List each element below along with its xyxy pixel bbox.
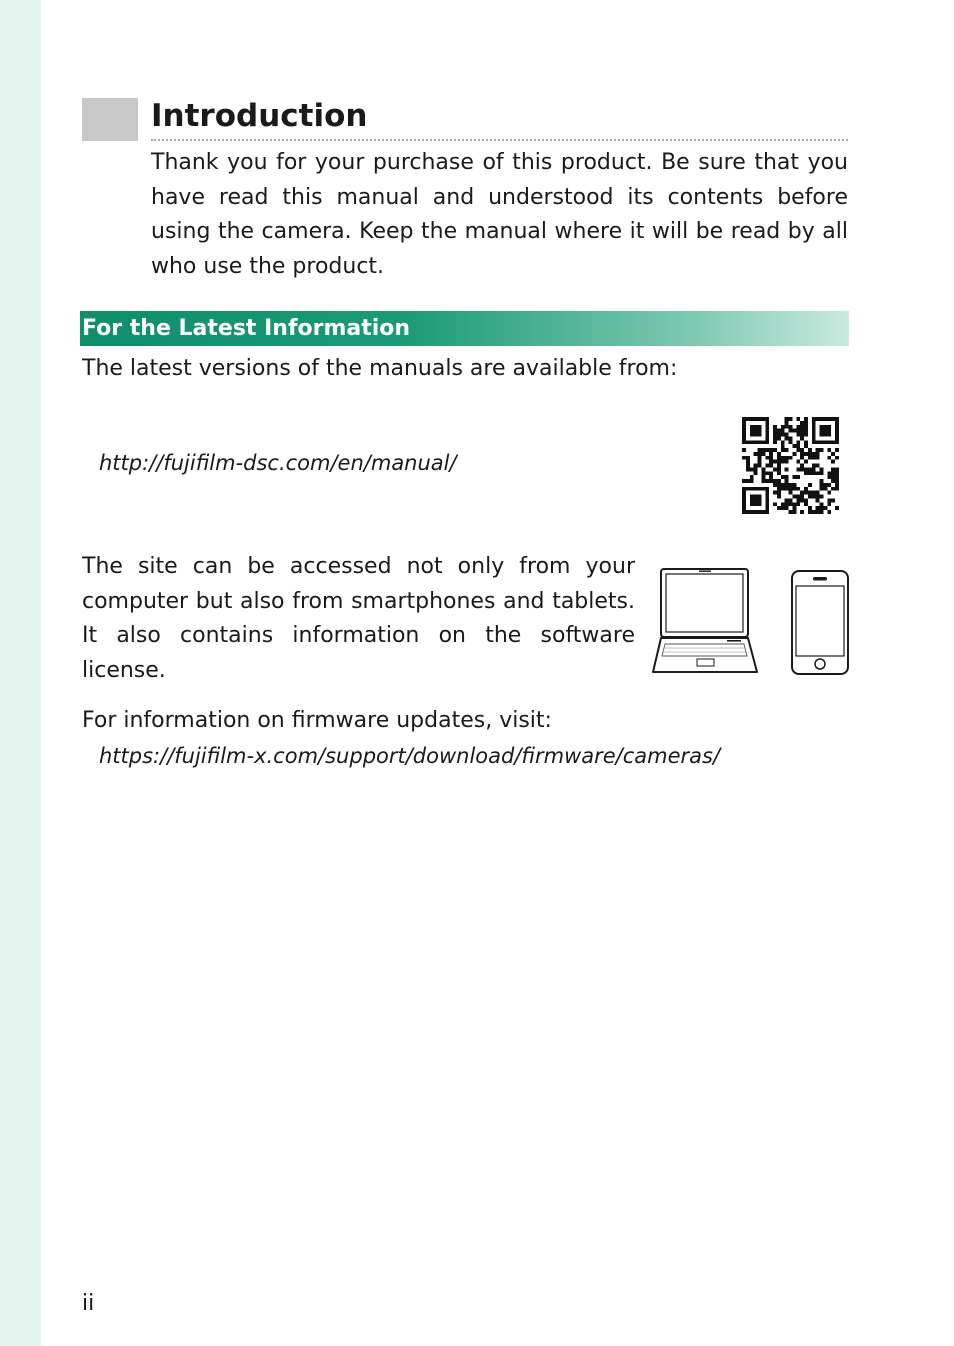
side-strip bbox=[0, 0, 41, 1346]
manuals-lead-text: The latest versions of the manuals are available from: bbox=[82, 356, 678, 381]
smartphone-icon bbox=[789, 568, 851, 676]
intro-paragraph: Thank you for your purchase of this product. Be sure that you have read this manual and understood its contents before using the camera. Keep the manual where it will be read by all who use the product. bbox=[151, 150, 848, 279]
section-title: For the Latest Information bbox=[82, 316, 411, 341]
qr-code-icon bbox=[742, 417, 839, 514]
laptop-icon bbox=[652, 566, 759, 676]
heading-marker-block bbox=[82, 98, 138, 141]
manual-url-link[interactable]: http://fujifilm-dsc.com/en/manual/ bbox=[99, 451, 457, 475]
heading-dotted-rule bbox=[151, 139, 848, 141]
page-title: Introduction bbox=[151, 98, 368, 134]
firmware-lead-text: For information on firmware updates, visit: bbox=[82, 708, 552, 733]
firmware-url-link[interactable]: https://fujifilm-x.com/support/download/firmware/cameras/ bbox=[99, 744, 721, 768]
page-number: ii bbox=[82, 1291, 95, 1316]
site-access-paragraph: The site can be accessed not only from your computer but also from smartphones and tablets. It also contains information on the software license. bbox=[82, 554, 635, 683]
